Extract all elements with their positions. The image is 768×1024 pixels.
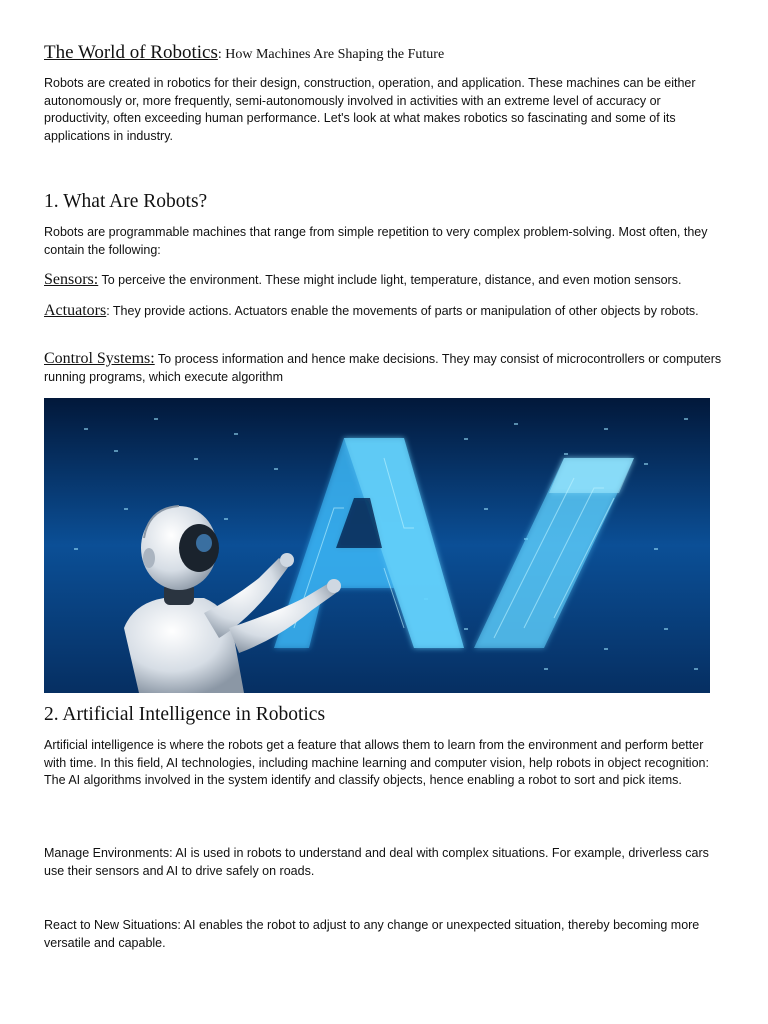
section-2-heading: 2. Artificial Intelligence in Robotics [44,704,326,725]
title-subtitle: : How Machines Are Shaping the Future [217,47,445,62]
title-main: The World of Robotics [44,42,218,63]
section-1-heading: 1. What Are Robots? [44,191,208,212]
section-2-paragraph-2: Manage Environments: AI is used in robots to understand and deal with complex situations. For example, driverless cars use their sensors and AI to drive safely on roads. [44,846,709,878]
ai-robot-image [44,398,710,693]
control-systems-term: Control Systems: [44,350,155,367]
control-systems-text: To process information and hence make decisions. They may consist of microcontrollers or computers running programs, which execute algorithm [44,352,722,384]
actuators-item [44,302,728,321]
sensors-item [44,271,728,290]
control-systems-item [44,350,728,386]
sensors-text: To perceive the environment. These might include light, temperature, distance, and even motion sensors. [98,273,682,287]
section-2-paragraph-3: React to New Situations: AI enables the robot to adjust to any change or unexpected situation, thereby becoming more versatile and capable. [44,918,700,950]
actuators-text: : They provide actions. Actuators enable the movements of parts or manipulation of other objects by robots. [106,304,699,318]
document-title [44,42,444,64]
sensors-term: Sensors: [44,271,99,288]
intro-paragraph: Robots are created in robotics for their design, construction, operation, and application. These machines can be either autonomously or, more frequently, semi-autonomously involved in activities with an extreme level of accuracy or productivity, often exceeding human performance. Let's look at what makes robotics so fascinating and some of its applications in industry. [44,76,696,143]
section-2-paragraph-1: Artificial intelligence is where the robots get a feature that allows them to learn from the environment and perform better with time. In this field, AI technologies, including machine learning and computer vision, help robots in object recognition: The AI algorithms involved in the system identify and classify objects, hence enabling a robot to sort and pick items. [44,738,709,787]
section-1-intro: Robots are programmable machines that range from simple repetition to very complex problem-solving. Most often, they contain the following: [44,225,708,257]
actuators-term: Actuators [44,302,107,319]
